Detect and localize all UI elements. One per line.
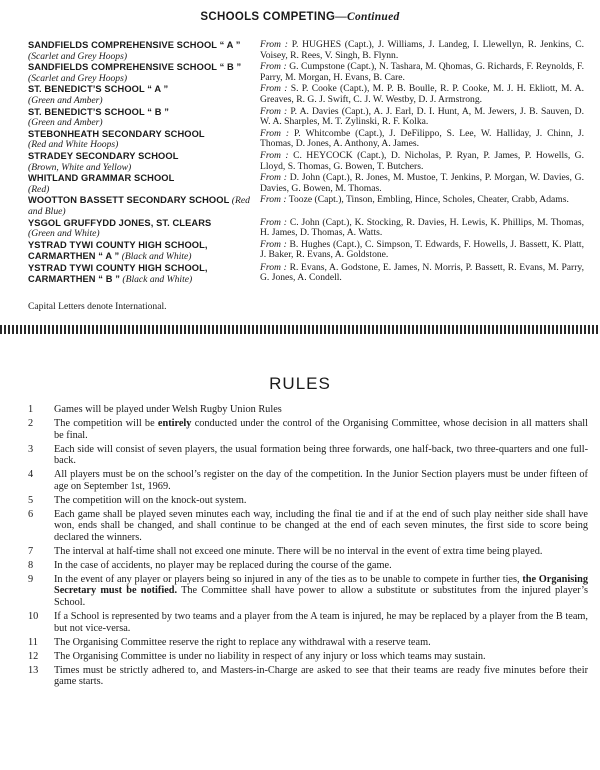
school-entry: [28, 173, 588, 195]
school-colours: (Black and White): [121, 251, 192, 263]
from-label: From :: [260, 39, 288, 50]
school-colours: (Red): [28, 183, 50, 195]
rule-text-part: conducted under the control of the Organising Committee, whose decision in all matters shall be final.: [54, 417, 588, 441]
rule-number: 8: [28, 559, 34, 571]
school-name: WOOTTON BASSETT SECONDARY SCHOOL: [28, 195, 230, 206]
player-list: S. P. Cooke (Capt.), M. P. B. Boulle, R. P. Cooke, M. J. H. Ekliott, M. A. Greaves, R. G. J. Swift, C. J. W. Westby, D. J. Armstrong.: [260, 83, 584, 105]
rules-list: [28, 404, 588, 690]
from-label: From :: [260, 149, 289, 161]
rule-item: [28, 509, 588, 544]
rule-item: [28, 560, 588, 572]
school-name: SANDFIELDS COMPREHENSIVE SCHOOL “ B ”: [28, 62, 242, 73]
from-label: From :: [260, 127, 290, 139]
school-colours: (Scarlet and Grey Hoops): [28, 72, 128, 84]
school-colours: (Scarlet and Grey Hoops): [28, 50, 128, 62]
rule-text: [54, 418, 588, 441]
school-name: STEBONHEATH SECONDARY SCHOOL: [28, 128, 205, 139]
rule-text-part: The Committee shall have power to allow a substitute or substitutes from the injured player’s School.: [54, 585, 588, 609]
school-colours: (Green and Amber): [28, 94, 103, 106]
rule-number: 3: [28, 443, 34, 455]
school-entry: [28, 151, 588, 173]
player-list: P. Whitcombe (Capt.), J. DeFilippo, S. Lee, W. Halliday, J. Chinn, J. Thomas, D. Jones, A. Anthony, A. James.: [260, 127, 585, 150]
school-name: YSGOL GRUFFYDD JONES, ST. CLEARS: [28, 217, 212, 228]
capital-letters-note: Capital Letters denote International.: [28, 301, 167, 312]
rule-item: [28, 469, 588, 492]
rule-emphasis: the Organising Secretary must be notified.: [54, 573, 588, 597]
school-name: ST. BENEDICT’S SCHOOL “ B ”: [28, 106, 169, 117]
rule-number: 7: [28, 545, 34, 557]
rules-title: RULES: [269, 374, 331, 393]
player-list: Tooze (Capt.), Tinson, Embling, Hince, Scholes, Cheater, Crabb, Adams.: [288, 194, 569, 206]
player-list: R. Evans, A. Godstone, E. James, N. Morris, P. Bassett, R. Evans, M. Parry, G. Jones, A. Condell.: [260, 261, 585, 284]
player-list: G. Cumpstone (Capt.), N. Tashara, M. Qhomas, G. Richards, F. Reynolds, F. Parry, M. Morgan, H. Evans, B. Care.: [260, 61, 585, 83]
rule-number: 5: [28, 494, 34, 506]
player-list: B. Hughes (Capt.), C. Simpson, T. Edwards, F. Howells, J. Bassett, K. Platt, J. Baker, R. Evans, A. Goldstone.: [260, 238, 585, 261]
school-colours: (Red and White Hoops): [28, 139, 119, 151]
rule-number: 6: [28, 508, 34, 520]
rule-number: 2: [28, 417, 34, 429]
section-divider: [0, 325, 600, 334]
page-heading: [0, 11, 600, 23]
rule-number: 9: [28, 573, 34, 585]
school-name: WHITLAND GRAMMAR SCHOOL: [28, 173, 175, 184]
rule-text-part: The competition will be: [54, 417, 158, 429]
from-label: From :: [260, 194, 287, 206]
school-entry: [28, 218, 588, 240]
rule-text: All players must be on the school’s register on the day of the competition. In the Junior Section players must be under fifteen of age on September 1st, 1969.: [54, 469, 588, 492]
from-label: From :: [260, 61, 287, 73]
rule-text: The Organising Committee reserve the right to replace any withdrawal with a reserve team.: [54, 636, 431, 648]
from-label: From :: [260, 172, 287, 184]
from-label: From :: [260, 216, 287, 228]
rule-emphasis: entirely: [157, 417, 192, 429]
rule-text-part: In the event of any player or players being so injured in any of the ties as to be unable to compete in further ties,: [54, 573, 523, 585]
player-list: P. HUGHES (Capt.), J. Williams, J. Landeg, I. Llewellyn, R. Jenkins, C. Voisey, R. Rees, V. Singh, B. Flynn.: [260, 39, 584, 61]
rule-number: 13: [28, 664, 39, 676]
rule-item: [28, 637, 588, 649]
rule-item: [28, 444, 588, 467]
school-colours: (Green and White): [28, 228, 100, 240]
heading-continued: —Continued: [335, 11, 400, 23]
rule-item: [28, 574, 588, 609]
rule-text: [54, 574, 588, 609]
school-colours: (Red and Blue): [28, 195, 250, 217]
player-list: D. John (Capt.), R. Jones, M. Mustoe, T. Jenkins, P. Morgan, W. Davies, G. Davies, G. Bowen, M. Thomas.: [260, 172, 584, 194]
school-name: YSTRAD TYWI COUNTY HIGH SCHOOL, CARMARTHEN “ B ”: [28, 262, 208, 285]
school-name: STRADEY SECONDARY SCHOOL: [28, 150, 179, 161]
rule-number: 1: [28, 404, 34, 415]
school-entry: [28, 84, 588, 106]
from-label: From :: [260, 83, 288, 95]
rule-number: 12: [28, 650, 39, 662]
rule-text: The competition will on the knock-out system.: [54, 494, 247, 506]
school-name: ST. BENEDICT’S SCHOOL “ A ”: [28, 84, 169, 95]
rule-item: [28, 495, 588, 507]
rule-text: The interval at half-time shall not exceed one minute. There will be no interval in the event of extra time being played.: [54, 545, 543, 557]
rule-item: [28, 651, 588, 663]
rule-text: The Organising Committee is under no liability in respect of any injury or loss which teams may sustain.: [54, 650, 486, 662]
school-colours: (Black and White): [122, 274, 193, 286]
rule-item: [28, 404, 588, 416]
rule-item: [28, 611, 588, 634]
schools-list: [28, 40, 588, 286]
school-name: YSTRAD TYWI COUNTY HIGH SCHOOL, CARMARTHEN “ A ”: [28, 239, 208, 262]
rule-text: Games will be played under Welsh Rugby Union Rules: [54, 404, 282, 415]
school-colours: (Brown, White and Yellow): [28, 161, 132, 173]
from-label: From :: [260, 105, 288, 117]
school-name: SANDFIELDS COMPREHENSIVE SCHOOL “ A ”: [28, 40, 241, 50]
rule-item: [28, 546, 588, 558]
from-label: From :: [260, 238, 287, 250]
rule-number: 4: [28, 469, 34, 481]
from-label: From :: [260, 261, 287, 273]
school-entry: [28, 195, 588, 217]
school-entry: [28, 40, 588, 62]
rule-number: 11: [28, 636, 38, 648]
player-list: C. John (Capt.), K. Stocking, R. Davies, H. Lewis, K. Phillips, M. Thomas, H. James, D. Thomas, A. Watts.: [260, 216, 585, 239]
school-entry: [28, 62, 588, 84]
rule-item: [28, 418, 588, 441]
player-list: C. HEYCOCK (Capt.), D. Nicholas, P. Ryan, P. James, P. Howells, G. Lloyd, S. Thomas, G. Bowen, T. Butchers.: [260, 149, 585, 172]
rule-number: 10: [28, 611, 39, 623]
school-colours: (Green and Amber): [28, 117, 103, 129]
rule-text: Times must be strictly adhered to, and Masters-in-Charge are asked to see that their teams are ready five minutes before their game starts.: [54, 664, 588, 688]
player-list: P. A. Davies (Capt.), A. J. Earl, D. I. Hunt, A, M. Jewers, J. B. Sauven, D. W. A. Sharples, M. T. Zylinski, R. F. Kolka.: [260, 105, 585, 128]
rule-text: If a School is represented by two teams and a player from the A team is injured, he may be replaced by a player from the B team, but not vice-versa.: [54, 611, 588, 634]
rule-text: Each side will consist of seven players, the usual formation being three forwards, one half-back, two three-quarters and one full-back.: [54, 443, 588, 467]
rule-item: [28, 665, 588, 688]
rule-text: In the case of accidents, no player may be replaced during the course of the game.: [54, 559, 392, 571]
school-entry: [28, 263, 588, 286]
school-entry: [28, 240, 588, 263]
school-entry: [28, 107, 588, 129]
heading-title: SCHOOLS COMPETING: [200, 11, 336, 23]
rule-text: Each game shall be played seven minutes each way, including the final tie and if at the end of such play neither side shall have won, ends shall be changed, and shall continue to be changed at the end of each seven minutes, the first side to score being declared the winners.: [54, 508, 588, 543]
school-entry: [28, 129, 588, 151]
